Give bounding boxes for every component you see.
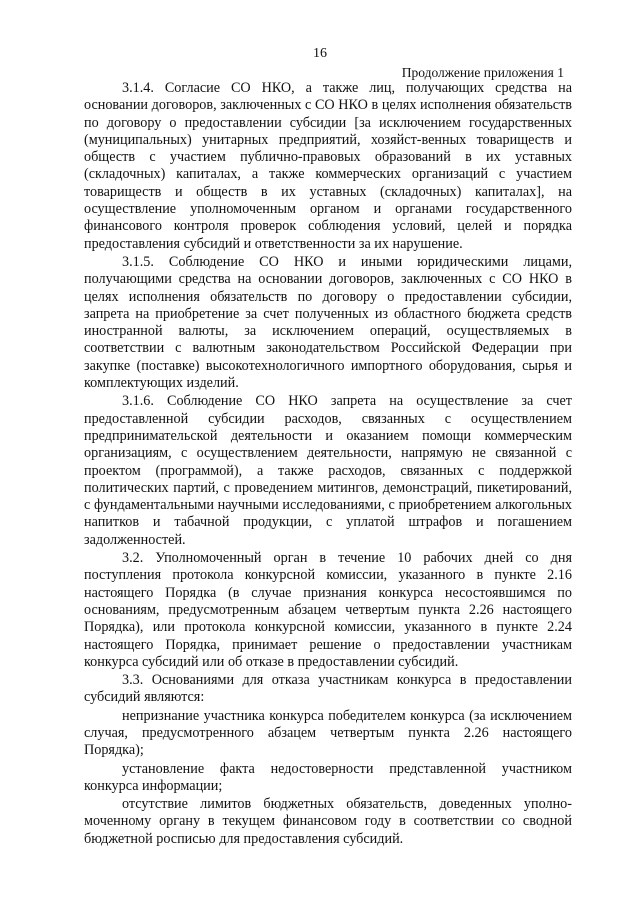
paragraph-3-3: 3.3. Основаниями для отказа участникам конкурса в предоставлении субсидий являются: (84, 672, 572, 706)
refusal-ground-3: отсутствие лимитов бюджетных обязательств, доведенных уполно-моченному органу в текущем финансовом году в соответствии со сводной бюджетной росписью для предоставления субсидий. (84, 796, 572, 847)
appendix-continuation-note: Продолжение приложения 1 (401, 65, 564, 80)
paragraph-3-1-5: 3.1.5. Соблюдение СО НКО и иными юридическими лицами, получающими средства на основании договоров, заключенных с СО НКО в целях исполнения обязательств по договору о предоставлении субсидии, запрета на приобретение за счет полученных из областного бюджета средств иностранной валюты, за исключением операций, осуществляемых в соответствии с валютным законодательством Российской Федерации при закупке (поставке) высокотехнологичного импортного оборудования, сырья и комплектующих изделий. (84, 253, 572, 392)
refusal-ground-1: непризнание участника конкурса победителем конкурса (за исключением случая, предусмотренного абзацем четвертым пункта 2.26 настоящего Порядка); (84, 707, 572, 759)
refusal-ground-2: установление факта недостоверности представленной участником конкурса информации; (84, 760, 572, 794)
paragraph-3-1-4: 3.1.4. Согласие СО НКО, а также лиц, получающих средства на основании договоров, заключенных с СО НКО в целях исполнения обязательств по договору о предоставлении субсидии [за исключением государственных (муниципальных) унитарных предприятий, хозяйст-венных товариществ и обществ с участием публично-правовых образований в их уставных (складочных) капиталах, а также коммерческих организаций с участием товариществ и обществ в их уставных (складочных) капиталах], на осуществление уполномоченным органом и органами государственного финансового контроля проверок соблюдения условий, целей и порядка предоставления субсидий и ответственности за их нарушение. (84, 80, 572, 252)
document-body (84, 80, 572, 848)
paragraph-3-1-6: 3.1.6. Соблюдение СО НКО запрета на осуществление за счет предоставленной субсидии расходов, связанных с осуществлением предпринимательской деятельности и оказанием помощи коммерческим организациям, с осуществлением деятельности, напрямую не связанной с проектом (программой), а также расходов, связанных с поддержкой политических партий, с проведением митингов, демонстраций, пикетирований, с фундаментальными научными исследованиями, с приобретением алкогольных напитков и табачной продукции, с уплатой штрафов и погашением задолженностей. (84, 393, 572, 548)
paragraph-3-2: 3.2. Уполномоченный орган в течение 10 рабочих дней со дня поступления протокола конкурсной комиссии, указанного в пункте 2.16 настоящего Порядка (в случае признания конкурса несостоявшимся по основаниям, предусмотренным абзацем четвертым пункта 2.26 настоящего Порядка), или протокола конкурсной комиссии, указанного в пункте 2.24 настоящего Порядка, принимает решение о предоставлении участникам конкурса субсидий или об отказе в предоставлении субсидий. (84, 550, 572, 670)
page-number: 16 (313, 46, 327, 61)
